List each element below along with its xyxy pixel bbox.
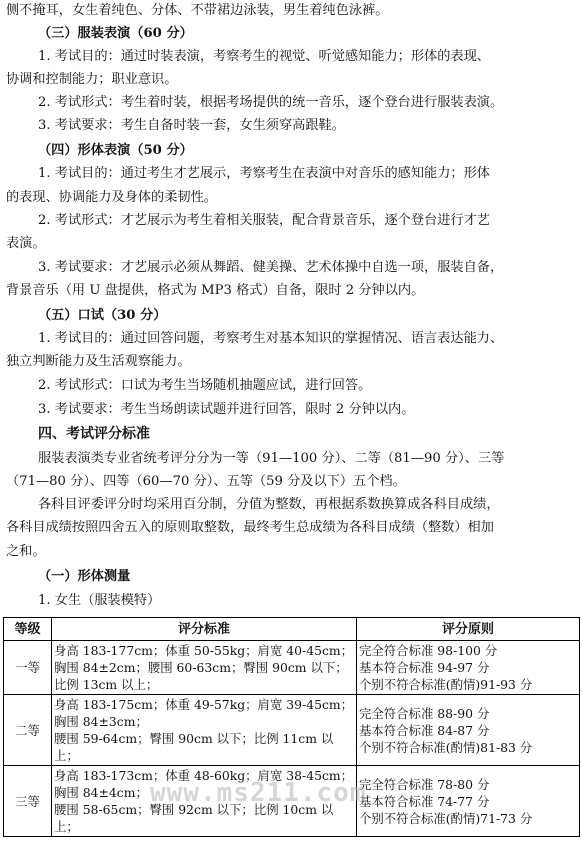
paragraph-line: 表演。 — [6, 236, 46, 251]
paragraph-line: 2. 考试形式：才艺展示为考生着相关服装，配合背景音乐，逐个登台进行才艺 — [38, 213, 490, 228]
criteria-line: 胸围 84±3cm； — [54, 714, 148, 729]
paragraph-line: 侧不掩耳，女生着纯色、分体、不带裙边泳装，男生着纯色泳裤。 — [6, 3, 389, 18]
paragraph-line: 的表现、协调能力及身体的柔韧性。 — [6, 190, 217, 205]
section-heading: （五）口试（30 分） — [38, 308, 167, 323]
header-principles: 评分原则 — [357, 618, 580, 641]
paragraph-line: 3. 考试要求：考生自备时装一套，女生须穿高跟鞋。 — [38, 118, 345, 133]
criteria-line: 胸围 84±2cm；腰围 60-63cm；臀围 90cm 以下； — [54, 660, 348, 675]
section-heading: （三）服装表演（60 分） — [38, 26, 193, 41]
criteria-cell — [52, 695, 357, 766]
paragraph-line: 1. 考试目的：通过考生才艺展示，考察考生在表演中对音乐的感知能力；形体 — [38, 166, 490, 181]
paragraph-line: 2. 考试形式：口试为考生当场随机抽题应试，进行回答。 — [38, 378, 372, 393]
section-heading: 四、考试评分标准 — [38, 426, 150, 442]
paragraph-line: 服装表演类专业省统考评分分为一等（91—100 分）、二等（81—90 分）、三等 — [38, 451, 505, 466]
paragraph-line: 背景音乐（用 U 盘提供，格式为 MP3 格式）自备，限时 2 分钟以内。 — [6, 283, 425, 298]
criteria-line: 腰围 58-65cm；臀围 92cm 以下；比例 10cm 以 — [54, 802, 334, 817]
criteria-line: 身高 183-175cm；体重 49-57kg；肩宽 39-45cm； — [54, 697, 354, 712]
grading-table — [3, 617, 580, 837]
criteria-line: 上； — [54, 748, 79, 763]
table-row — [4, 695, 580, 766]
principle-line: 个别不符合标准(酌情)71-73 分 — [359, 810, 533, 826]
paragraph-line: 1. 考试目的：通过时装表演，考察考生的视觉、听觉感知能力；形体的表现、 — [38, 49, 490, 64]
paragraph-line: 3. 考试要求：考生当场朗读试题并进行回答，限时 2 分钟以内。 — [38, 402, 415, 417]
principles-cell — [357, 695, 580, 766]
principle-line: 完全符合标准 88-90 分 — [359, 705, 490, 721]
paragraph-line: （71—80 分）、四等（60—70 分）、五等（59 分及以下）五个档。 — [6, 474, 406, 489]
paragraph-line: 1. 考试目的：通过回答问题，考察考生对基本知识的掌握情况、语言表达能力、 — [38, 331, 504, 346]
paragraph-line: 2. 考试形式：考生着时装，根据考场提供的统一音乐，逐个登台进行服装表演。 — [38, 95, 504, 110]
criteria-line: 腰围 59-64cm；臀围 90cm 以下；比例 11cm 以 — [54, 731, 334, 746]
criteria-cell — [52, 766, 357, 837]
criteria-line: 身高 183-173cm；体重 48-60kg；肩宽 38-45cm； — [54, 768, 354, 783]
criteria-cell — [52, 641, 357, 695]
principles-cell — [357, 766, 580, 837]
criteria-line: 胸围 84±4cm； — [54, 785, 148, 800]
section-heading: （一）形体测量 — [38, 569, 131, 584]
grade-cell: 二等 — [4, 695, 52, 766]
table-header-row — [4, 618, 580, 641]
watermark: www.ms211.com — [150, 778, 367, 808]
principles-cell — [357, 641, 580, 695]
principle-line: 完全符合标准 78-80 分 — [359, 776, 490, 792]
section-heading: （四）形体表演（50 分） — [38, 143, 193, 158]
principle-line: 基本符合标准 84-87 分 — [359, 722, 490, 738]
header-criteria: 评分标准 — [52, 618, 357, 641]
principle-line: 完全符合标准 98-100 分 — [359, 643, 498, 658]
paragraph-line: 各科目成绩按照四舍五入的原则取整数，最终考生总成绩为各科目成绩（整数）相加 — [6, 520, 494, 535]
grade-cell: 一等 — [4, 641, 52, 695]
principle-line: 个别不符合标准(酌情)81-83 分 — [359, 739, 533, 755]
criteria-line: 身高 183-177cm；体重 50-55kg；肩宽 40-45cm； — [54, 643, 354, 658]
paragraph-line: 之和。 — [6, 544, 46, 559]
table-row — [4, 641, 580, 695]
paragraph-line: 协调和控制能力；职业意识。 — [6, 72, 178, 87]
header-grade: 等级 — [4, 618, 52, 641]
principle-line: 基本符合标准 74-77 分 — [359, 793, 490, 809]
criteria-line: 上； — [54, 819, 79, 834]
paragraph-line: 3. 考试要求：才艺展示必须从舞蹈、健美操、艺术体操中自选一项，服装自备， — [38, 260, 504, 275]
paragraph-line: 独立判断能力及生活观察能力。 — [6, 354, 191, 369]
principle-line: 基本符合标准 94-97 分 — [359, 660, 490, 675]
table-row — [4, 766, 580, 837]
grade-cell: 三等 — [4, 766, 52, 837]
principle-line: 个别不符合标准(酌情)91-93 分 — [359, 677, 533, 692]
paragraph-line: 各科目评委评分时均采用百分制，分值为整数，再根据系数换算成各科目成绩， — [38, 497, 500, 512]
criteria-line: 比例 13cm 以上； — [54, 677, 159, 692]
paragraph-line: 1. 女生（服装模特） — [38, 593, 161, 608]
